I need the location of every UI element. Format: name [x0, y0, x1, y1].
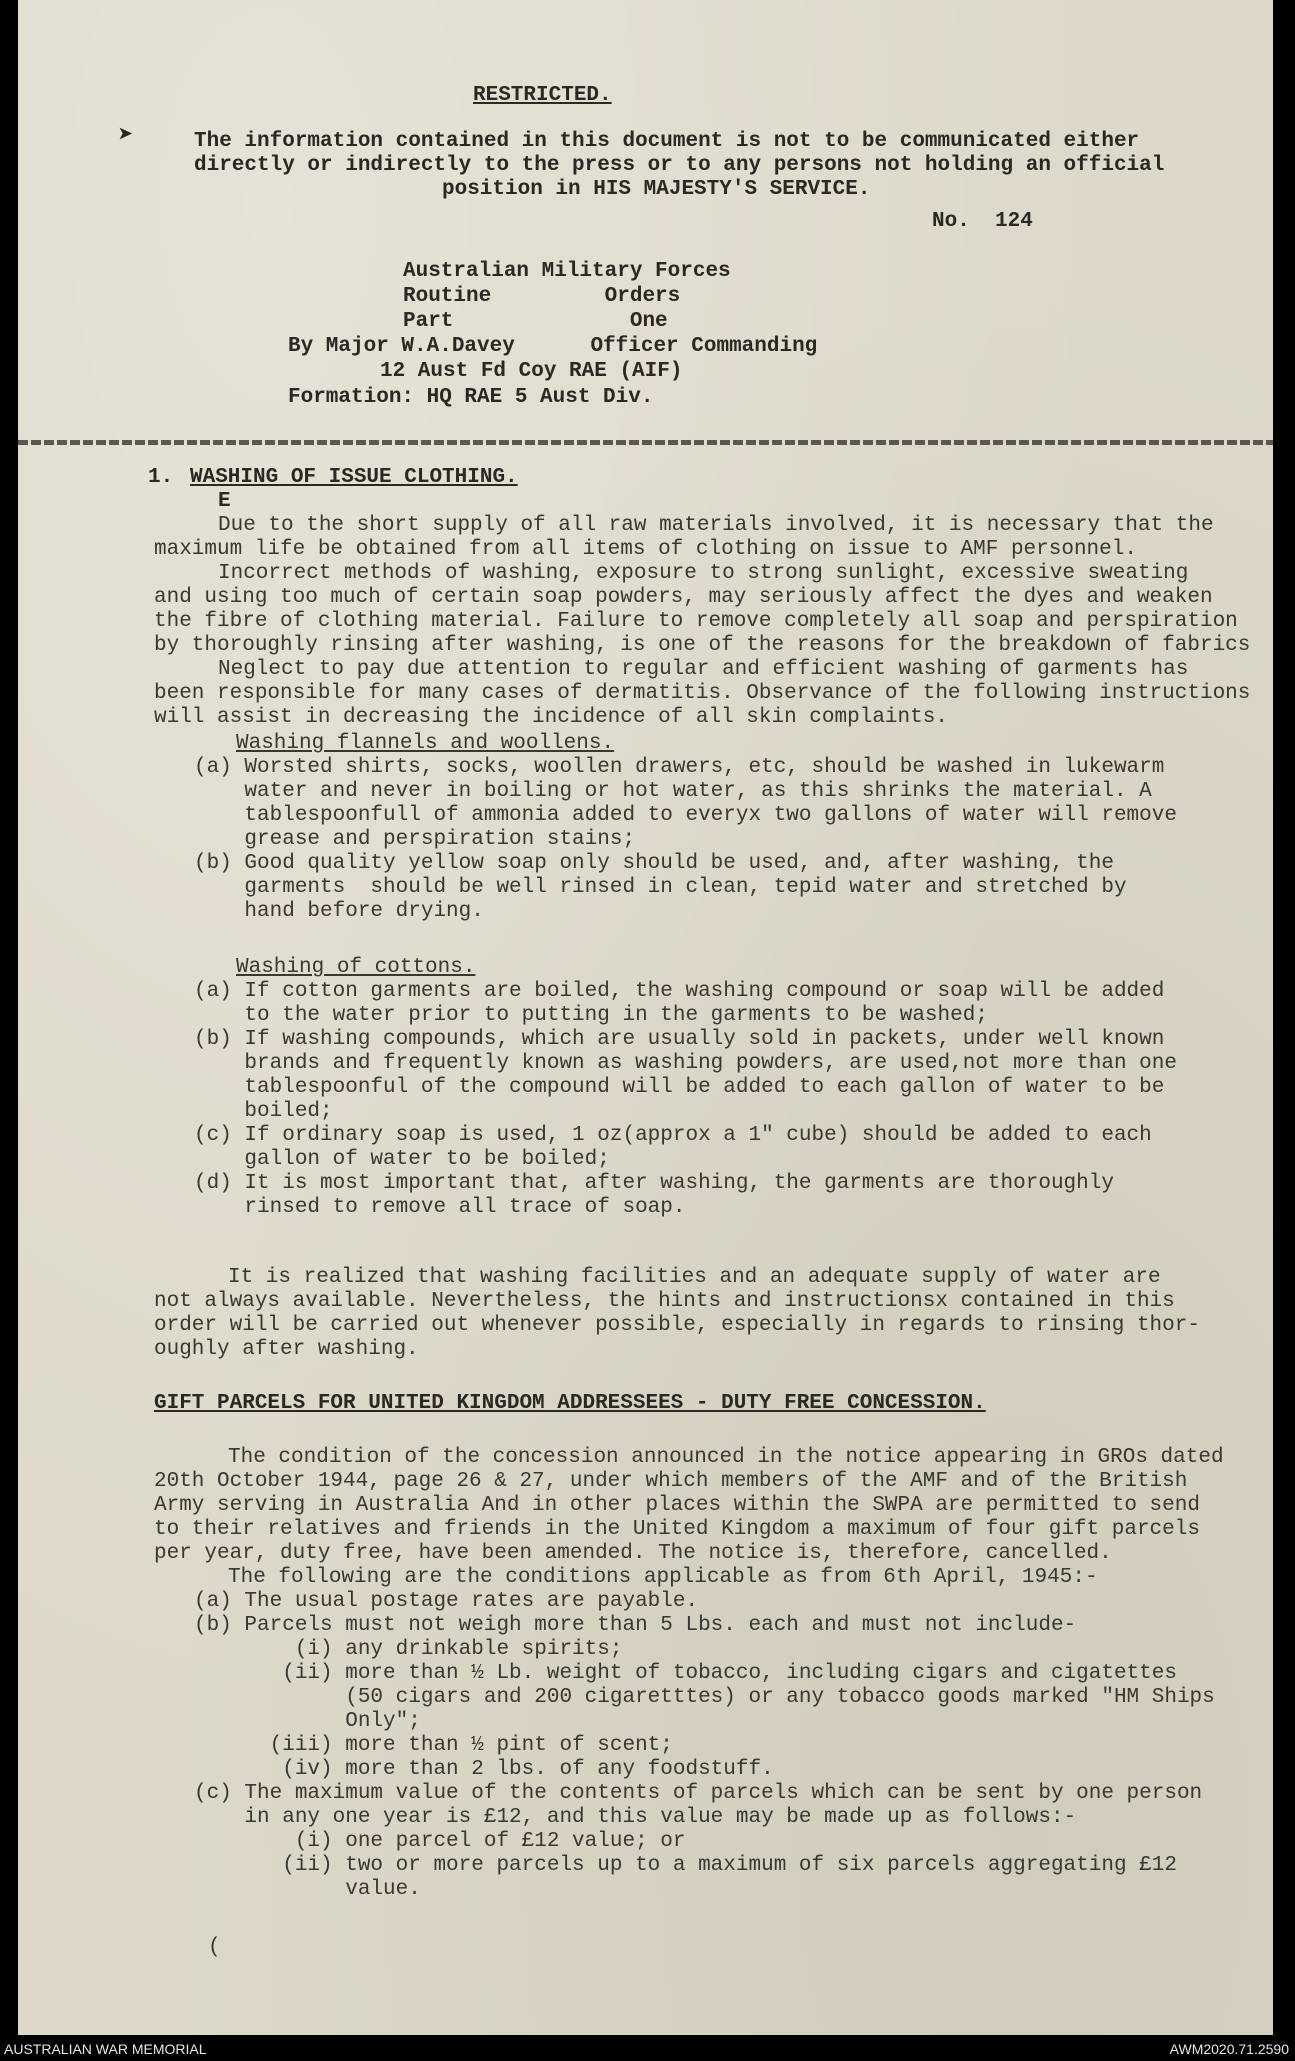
condition-line-4: (ii) more than ½ Lb. weight of tobacco, including cigars and cigatettes — [194, 1662, 1177, 1685]
order-number: No. 124 — [932, 210, 1033, 233]
section2-heading: GIFT PARCELS FOR UNITED KINGDOM ADDRESSEES - DUTY FREE CONCESSION. — [154, 1392, 986, 1415]
footer-right: AWM2020.71.2590 — [1169, 2041, 1289, 2057]
s1-intro-1: Due to the short supply of all raw materials involved, it is necessary that the — [218, 514, 1214, 537]
cottons-line-1: (a) If cotton garments are boiled, the washing compound or soap will be added — [194, 980, 1165, 1003]
section1-heading: WASHING OF ISSUE CLOTHING. — [190, 466, 518, 489]
footer-left: AUSTRALIAN WAR MEMORIAL — [4, 2041, 207, 2057]
flannels-line-6: garments should be well rinsed in clean, tepid water and stretched by — [194, 876, 1127, 899]
archive-footer — [0, 2036, 1295, 2061]
flannels-heading: Washing flannels and woollens. — [236, 732, 615, 755]
condition-line-12: (ii) two or more parcels up to a maximum of six parcels aggregating £12 — [194, 1854, 1177, 1877]
cottons-line-8: gallon of water to be boiled; — [194, 1148, 610, 1171]
s2-intro-4: to their relatives and friends in the United Kingdom a maximum of four gift parcels — [154, 1518, 1200, 1541]
s1-intro-7: Neglect to pay due attention to regular and efficient washing of garments has — [218, 658, 1189, 681]
stray-mark: E — [218, 490, 231, 513]
s1-closing-2: not always available. Nevertheless, the hints and instructionsx contained in this — [154, 1290, 1175, 1313]
cottons-line-2: to the water prior to putting in the garments to be washed; — [194, 1004, 988, 1027]
title-line-3: Part One — [403, 310, 668, 333]
cottons-line-7: (c) If ordinary soap is used, 1 oz(approx a 1" cube) should be added to each — [194, 1124, 1152, 1147]
condition-line-5: (50 cigars and 200 cigaretttes) or any tobacco goods marked "HM Ships — [194, 1686, 1215, 1709]
s1-closing-3: order will be carried out whenever possible, especially in regards to rinsing thor- — [154, 1314, 1200, 1337]
title-line-6: Formation: HQ RAE 5 Aust Div. — [288, 386, 654, 409]
s1-closing-4: oughly after washing. — [154, 1338, 419, 1361]
document-page — [18, 0, 1273, 2035]
condition-line-3: (i) any drinkable spirits; — [194, 1638, 623, 1661]
s2-intro-6: The following are the conditions applicable as from 6th April, 1945:- — [228, 1566, 1098, 1589]
condition-line-11: (i) one parcel of £12 value; or — [194, 1830, 686, 1853]
s2-intro-5: per year, duty free, have been amended. The notice is, therefore, cancelled. — [154, 1542, 1112, 1565]
flannels-line-2: water and never in boiling or hot water, as this shrinks the material. A — [194, 780, 1152, 803]
cottons-line-6: boiled; — [194, 1100, 333, 1123]
s1-intro-9: will assist in decreasing the incidence of all skin complaints. — [154, 706, 948, 729]
cottons-line-5: tablespoonful of the compound will be added to each gallon of water to be — [194, 1076, 1165, 1099]
cottons-line-3: (b) If washing compounds, which are usually sold in packets, under well known — [194, 1028, 1165, 1051]
title-line-4: By Major W.A.Davey Officer Commanding — [288, 335, 818, 358]
condition-line-1: (a) The usual postage rates are payable. — [194, 1590, 699, 1613]
condition-line-9: (c) The maximum value of the contents of parcels which can be sent by one person — [194, 1782, 1203, 1805]
flannels-line-3: tablespoonfull of ammonia added to everyx two gallons of water will remove — [194, 804, 1177, 827]
notice-line-2: directly or indirectly to the press or to any persons not holding an official — [194, 154, 1165, 177]
cottons-line-4: brands and frequently known as washing powders, are used,not more than one — [194, 1052, 1177, 1075]
condition-line-13: value. — [194, 1878, 421, 1901]
cottons-heading: Washing of cottons. — [236, 956, 476, 979]
s2-intro-3: Army serving in Australia And in other places within the SWPA are permitted to send — [154, 1494, 1200, 1517]
notice-line-3: position in HIS MAJESTY'S SERVICE. — [442, 178, 871, 201]
s1-intro-3: Incorrect methods of washing, exposure to strong sunlight, excessive sweating — [218, 562, 1189, 585]
condition-line-8: (iv) more than 2 lbs. of any foodstuff. — [194, 1758, 774, 1781]
margin-arrow-mark: ➤ — [118, 121, 134, 151]
condition-line-2: (b) Parcels must not weigh more than 5 Lbs. each and must not include- — [194, 1614, 1077, 1637]
condition-line-10: in any one year is £12, and this value may be made up as follows:- — [194, 1806, 1077, 1829]
flannels-line-4: grease and perspiration stains; — [194, 828, 636, 851]
separator-rule — [18, 440, 1273, 445]
cottons-line-9: (d) It is most important that, after washing, the garments are thoroughly — [194, 1172, 1114, 1195]
section1-number: 1. — [148, 466, 174, 489]
s1-intro-2: maximum life be obtained from all items of clothing on issue to AMF personnel. — [154, 538, 1137, 561]
cottons-line-10: rinsed to remove all trace of soap. — [194, 1196, 686, 1219]
s1-intro-5: the fibre of clothing material. Failure to remove completely all soap and perspiration — [154, 610, 1238, 633]
notice-line-1: The information contained in this document is not to be communicated either — [194, 130, 1140, 153]
s1-intro-6: by thoroughly rinsing after washing, is one of the reasons for the breakdown of fabrics — [154, 634, 1251, 657]
s2-intro-1: The condition of the concession announced in the notice appearing in GROs dated — [228, 1446, 1224, 1469]
title-line-2: Routine Orders — [403, 285, 681, 308]
flannels-line-7: hand before drying. — [194, 900, 484, 923]
flannels-line-5: (b) Good quality yellow soap only should be used, and, after washing, the — [194, 852, 1114, 875]
title-line-1: Australian Military Forces — [403, 260, 731, 283]
s1-closing-1: It is realized that washing facilities and an adequate supply of water are — [228, 1266, 1161, 1289]
title-line-5: 12 Aust Fd Coy RAE (AIF) — [380, 360, 683, 383]
classification-label: RESTRICTED. — [473, 84, 612, 107]
s2-intro-2: 20th October 1944, page 26 & 27, under which members of the AMF and of the British — [154, 1470, 1188, 1493]
flannels-line-1: (a) Worsted shirts, socks, woollen drawers, etc, should be washed in lukewarm — [194, 756, 1165, 779]
s1-intro-8: been responsible for many cases of dermatitis. Observance of the following instructions — [154, 682, 1251, 705]
condition-line-6: Only"; — [194, 1710, 421, 1733]
condition-line-7: (iii) more than ½ pint of scent; — [194, 1734, 673, 1757]
trailing-bracket: ( — [208, 1936, 221, 1959]
s1-intro-4: and using too much of certain soap powders, may seriously affect the dyes and weaken — [154, 586, 1213, 609]
